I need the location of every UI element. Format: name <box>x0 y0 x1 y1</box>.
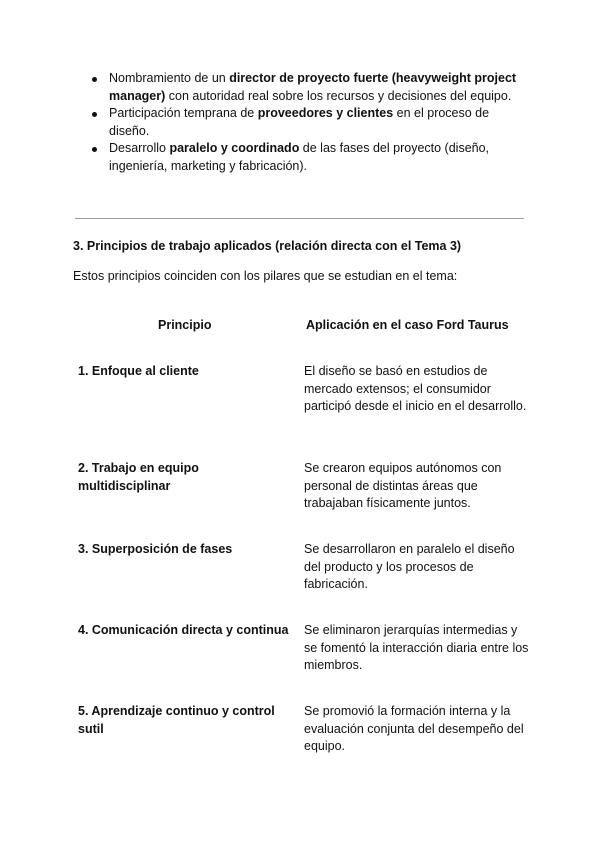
principle-cell: 1. Enfoque al cliente <box>78 364 199 378</box>
application-cell: Se crearon equipos autónomos con personal de distintas áreas que trabajaban físicamente juntos. <box>304 461 502 510</box>
bullet-text: de las fases del proyecto (diseño, ingeniería, marketing y fabricación). <box>109 141 490 173</box>
application-cell: El diseño se basó en estudios de mercado extensos; el consumidor participó desde el inicio en el desarrollo. <box>304 364 527 413</box>
principle-cell: 2. Trabajo en equipo multidisciplinar <box>78 461 199 493</box>
bullet-text-bold: proveedores y clientes <box>257 106 394 120</box>
table-header-principle: Principio <box>158 318 212 332</box>
bullet-list <box>90 70 520 175</box>
application-cell: Se desarrollaron en paralelo el diseño del producto y los procesos de fabricación. <box>304 542 515 591</box>
section-heading: 3. Principios de trabajo aplicados (relación directa con el Tema 3) <box>73 239 462 253</box>
table-header-application: Aplicación en el caso Ford Taurus <box>306 318 509 332</box>
principle-cell: 4. Comunicación directa y continua <box>78 623 289 637</box>
bullet-text-bold: paralelo y coordinado <box>169 141 300 155</box>
bullet-item <box>90 140 520 175</box>
application-cell: Se eliminaron jerarquías intermedias y se fomentó la interacción diaria entre los miembros. <box>304 623 529 672</box>
bullet-text: Participación temprana de <box>109 106 258 120</box>
bullet-item <box>90 105 520 140</box>
bullet-text-bold: director de proyecto fuerte (heavyweight project manager) <box>109 71 517 103</box>
principle-cell: 3. Superposición de fases <box>78 542 233 556</box>
bullet-item <box>90 70 520 105</box>
section-intro: Estos principios coinciden con los pilares que se estudian en el tema: <box>73 269 458 283</box>
bullet-text: Desarrollo <box>109 141 170 155</box>
bullet-text: en el proceso de diseño. <box>109 106 490 138</box>
application-cell: Se promovió la formación interna y la evaluación conjunta del desempeño del equipo. <box>304 704 524 753</box>
horizontal-divider <box>75 218 524 219</box>
principle-cell: 5. Aprendizaje continuo y control sutil <box>78 704 275 736</box>
bullet-text: con autoridad real sobre los recursos y decisiones del equipo. <box>165 88 512 103</box>
bullet-text: Nombramiento de un <box>109 71 230 85</box>
